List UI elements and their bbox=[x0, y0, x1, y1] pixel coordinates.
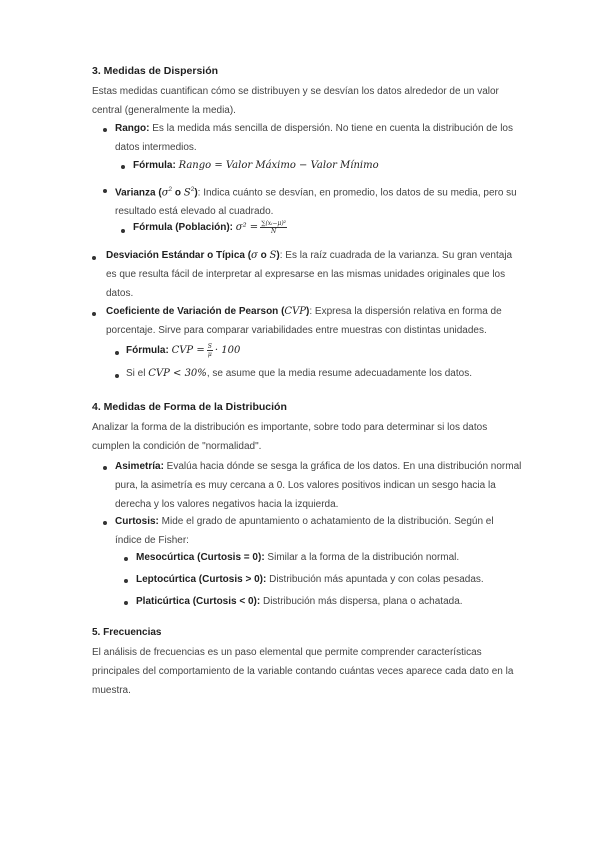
bullet-icon bbox=[124, 579, 128, 583]
cvp-note: Si el CVP < 30%, se asume que la media resume adecuadamente los datos. bbox=[126, 368, 472, 379]
varianza-fraction: $\frac{\text{∑(xᵢ−μ)²}}{N}$ bbox=[261, 219, 287, 235]
desviacion-item: Desviación Estándar o Típica (σ o S): Es la raíz cuadrada de la varianza. Su gran ventaja es que resulta fácil de interpretar al expresarse en las mismas unidades originales que los datos. bbox=[106, 250, 513, 299]
section-4-intro: Analizar la forma de la distribución es importante, sobre todo para determinar si los datos cumplen la condición de "normalidad". bbox=[92, 422, 488, 452]
bullet-icon bbox=[92, 256, 96, 260]
rango-item: Rango: Es la medida más sencilla de dispersión. No tiene en cuenta la distribución de los datos intermedios. bbox=[115, 123, 513, 153]
cvp-fraction: $\frac{S}{\mu}$ bbox=[207, 342, 212, 358]
bullet-icon bbox=[103, 466, 107, 470]
cvp-formula: Fórmula: CVP = $\frac{S}{\mu}$ · 100 bbox=[126, 342, 241, 358]
bullet-icon bbox=[121, 165, 125, 169]
section-3-heading: 3. Medidas de Dispersión bbox=[92, 65, 219, 77]
leptocurtica-item: Leptocúrtica (Curtosis > 0): Distribución más apuntada y con colas pesadas. bbox=[136, 574, 484, 585]
section-5-text: El análisis de frecuencias es un paso elemental que permite comprender características principales del comportamiento de la variable contando cuántas veces aparece cada dato en la muestra. bbox=[92, 647, 514, 696]
bullet-icon bbox=[115, 374, 119, 378]
cvp-item: Coeficiente de Variación de Pearson (CVP): Expresa la dispersión relativa en forma de porcentaje. Sirve para comparar variabilidades entre muestras con distintas unidades. bbox=[106, 306, 502, 336]
bullet-icon bbox=[103, 189, 107, 193]
bullet-icon bbox=[92, 312, 96, 316]
bullet-icon bbox=[121, 229, 125, 233]
section-5-heading: 5. Frecuencias bbox=[92, 627, 162, 638]
section-4-heading: 4. Medidas de Forma de la Distribución bbox=[92, 401, 287, 413]
section-3-intro: Estas medidas cuantifican cómo se distribuyen y se desvían los datos alrededor de un valor central (generalmente la media). bbox=[92, 86, 499, 116]
varianza-formula: Fórmula (Población): σ² = $\frac{\text{∑(xᵢ−μ)²}}{N}$ bbox=[133, 219, 287, 235]
bullet-icon bbox=[124, 557, 128, 561]
platicurtica-item: Platicúrtica (Curtosis < 0): Distribución más dispersa, plana o achatada. bbox=[136, 596, 463, 607]
bullet-icon bbox=[124, 601, 128, 605]
bullet-icon bbox=[115, 351, 119, 355]
bullet-icon bbox=[103, 521, 107, 525]
curtosis-item: Curtosis: Mide el grado de apuntamiento o achatamiento de la distribución. Según el índice de Fisher: bbox=[115, 516, 494, 546]
varianza-item: Varianza ($\sigma^2$ o $S^2$): Indica cuánto se desvían, en promedio, los datos de su media, pero su resultado está elevado al cuadrado. bbox=[115, 186, 517, 218]
bullet-icon bbox=[103, 128, 107, 132]
mesocurtica-item: Mesocúrtica (Curtosis = 0): Similar a la forma de la distribución normal. bbox=[136, 552, 460, 563]
asimetria-item: Asimetría: Evalúa hacia dónde se sesga la gráfica de los datos. En una distribución normal pura, la asimetría es muy cercana a 0. Los valores positivos indican un sesgo hacia la derecha y los valores negativos hacia la izquierda. bbox=[115, 461, 522, 510]
rango-formula: Fórmula: Rango = Valor Máximo − Valor Mínimo bbox=[133, 160, 379, 171]
rango-formula-math: Rango = Valor Máximo − Valor Mínimo bbox=[178, 160, 379, 171]
